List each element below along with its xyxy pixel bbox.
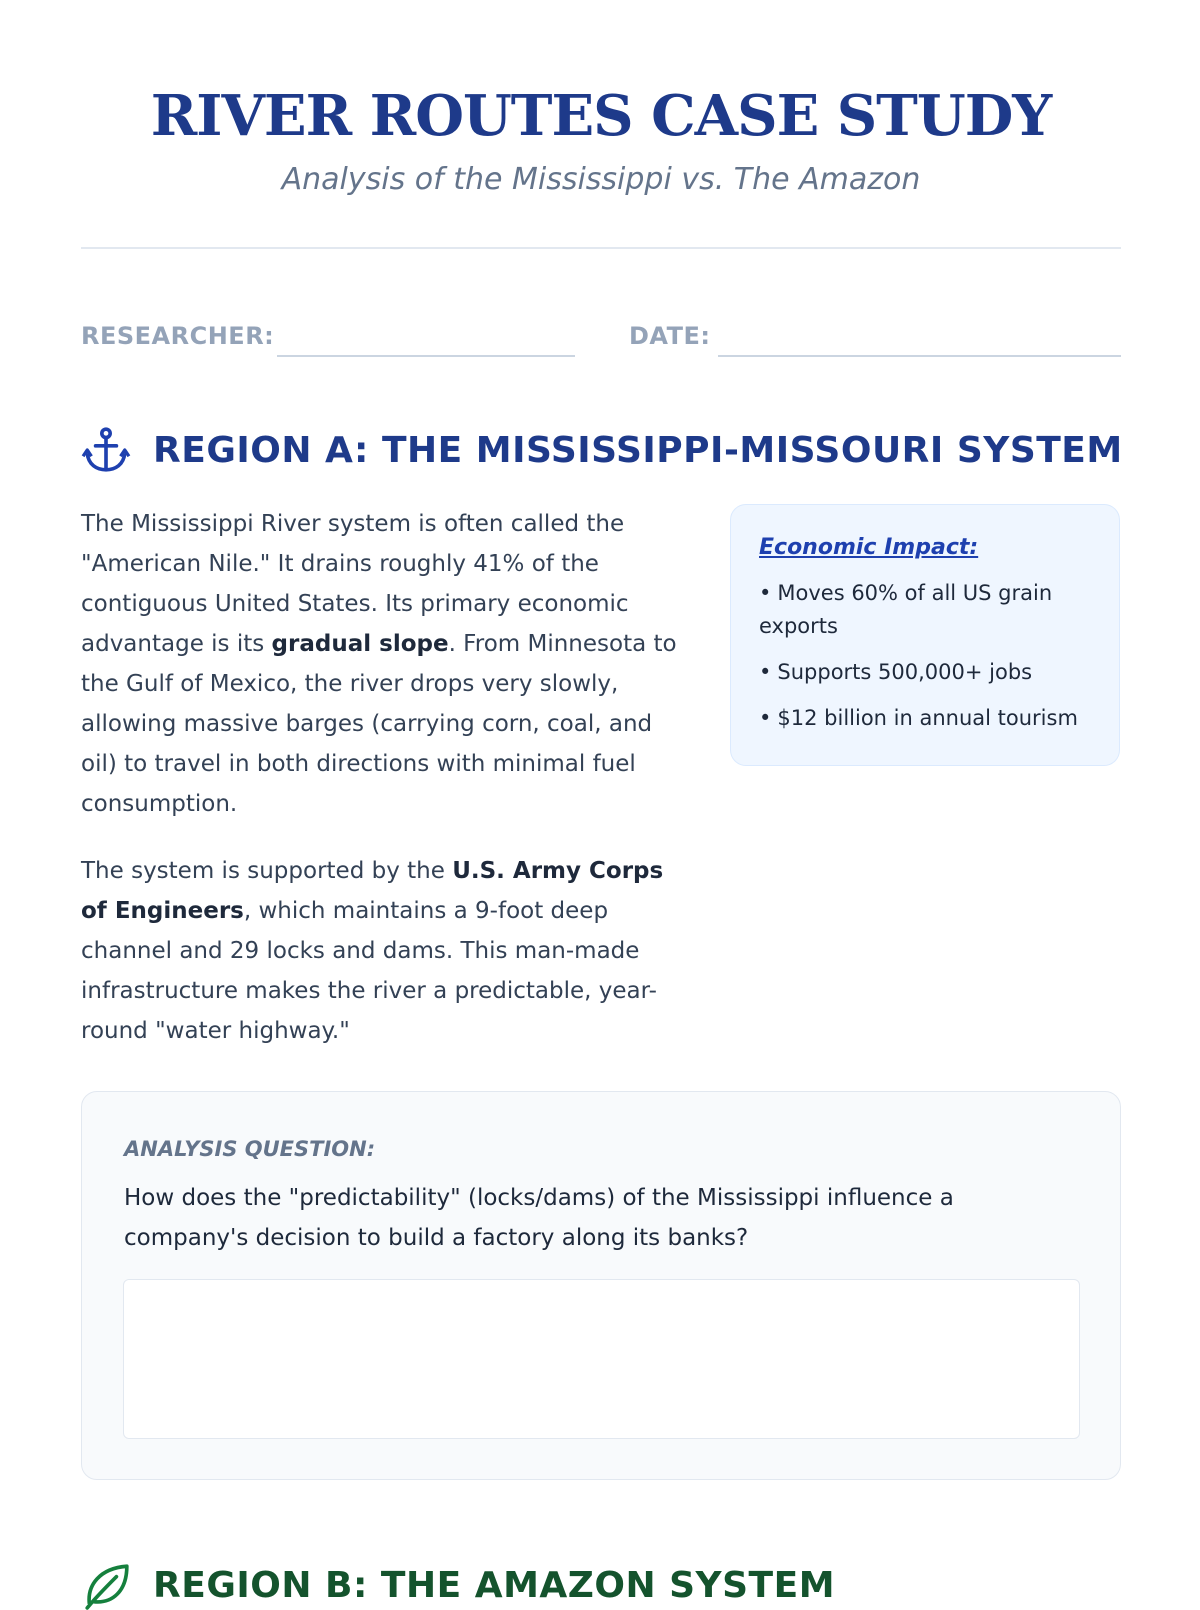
p2-text-end: , which maintains a 9-foot deep channel and 29 locks and dams. This man-made infrastructure makes the river a predictable, year-round "water highway." — [81, 898, 657, 1044]
bullet-icon: • — [759, 660, 772, 684]
impact-item-text: Supports 500,000+ jobs — [777, 660, 1033, 684]
impact-item-text: $12 billion in annual tourism — [777, 706, 1078, 730]
impact-item — [759, 656, 1091, 689]
page-subtitle: Analysis of the Mississippi vs. The Amazon — [281, 162, 921, 197]
analysis-question-label: ANALYSIS QUESTION: — [124, 1137, 376, 1161]
p1-text-end: . From Minnesota to the Gulf of Mexico, the river drops very slowly, allowing massive barges (carrying corn, coal, and oil) to travel in both directions with minimal fuel consumption. — [81, 631, 677, 817]
researcher-field[interactable] — [277, 355, 575, 357]
economic-impact-title: Economic Impact: — [759, 535, 979, 560]
bullet-icon: • — [759, 581, 772, 605]
bullet-icon: • — [759, 706, 772, 730]
p1-emphasis: gradual slope — [271, 631, 449, 657]
p2-emphasis: U.S. Army Corps of Engineers — [81, 858, 664, 924]
header-divider — [81, 247, 1121, 249]
economic-impact-box — [730, 504, 1120, 766]
impact-item — [759, 702, 1091, 735]
region-a-paragraph-2 — [81, 851, 681, 1051]
region-b-heading — [81, 1560, 835, 1610]
date-field[interactable] — [718, 355, 1121, 357]
region-a-title: REGION A: THE MISSISSIPPI-MISSOURI SYSTEM — [153, 429, 1123, 471]
date-label: DATE: — [629, 322, 711, 350]
page-title: RIVER ROUTES CASE STUDY — [150, 83, 1052, 149]
researcher-label: RESEARCHER: — [81, 322, 275, 350]
impact-item-text: Moves 60% of all US grain exports — [759, 581, 1053, 638]
analysis-answer-input[interactable] — [123, 1279, 1080, 1439]
p2-text-start: The system is supported by the — [81, 858, 453, 884]
analysis-question-box — [81, 1091, 1121, 1480]
impact-item — [759, 577, 1091, 643]
region-a-heading — [81, 425, 1123, 475]
region-a-paragraph-1 — [81, 504, 681, 824]
p1-text-start: The Mississippi River system is often called the "American Nile." It drains roughly 41% of the contiguous United States. Its primary economic advantage is its — [81, 511, 629, 657]
analysis-question-text: How does the "predictability" (locks/dams) of the Mississippi influence a company's decision to build a factory along its banks? — [124, 1185, 954, 1251]
anchor-icon — [81, 425, 131, 475]
region-b-title: REGION B: THE AMAZON SYSTEM — [153, 1564, 836, 1606]
leaf-icon — [81, 1560, 131, 1610]
